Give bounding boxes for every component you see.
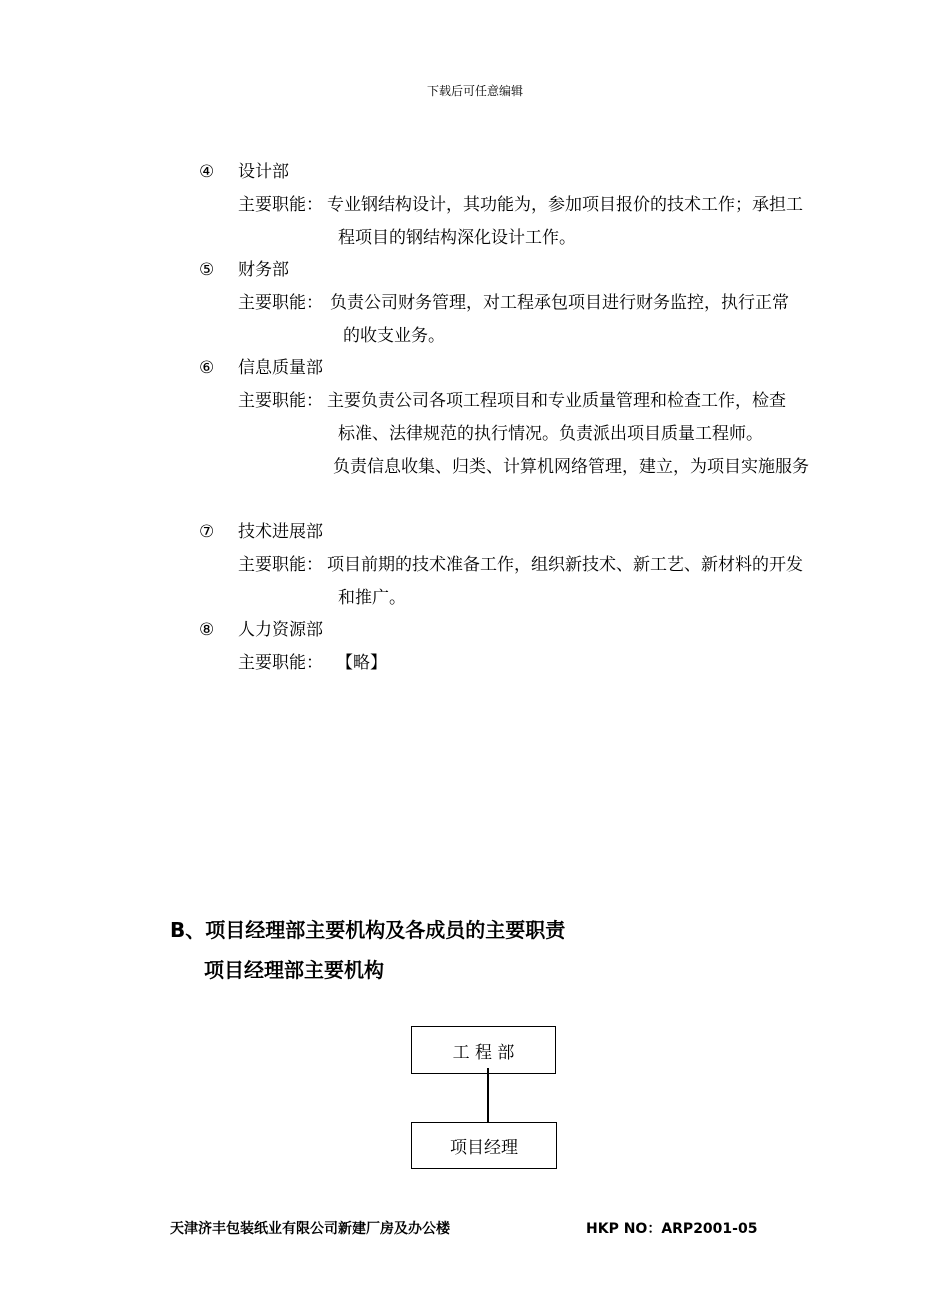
duty-label: 主要职能： — [238, 293, 323, 313]
duty-text-line: 和推广。 — [338, 588, 406, 608]
duty-text-line: 专业钢结构设计，其功能为，参加项目报价的技术工作；承担工 — [327, 195, 803, 215]
part-b-heading: B、项目经理部主要机构及各成员的主要职责 — [170, 918, 566, 942]
duty-text-line: 标准、法律规范的执行情况。负责派出项目质量工程师。 — [338, 424, 763, 444]
duty-label: 主要职能： — [238, 391, 323, 411]
duty-text-line: 的收支业务。 — [343, 326, 445, 346]
org-box-engineering-dept — [411, 1026, 556, 1074]
duty-text-line: 项目前期的技术准备工作，组织新技术、新工艺、新材料的开发 — [327, 555, 803, 575]
org-box-project-manager — [411, 1122, 557, 1169]
section-title: 技术进展部 — [238, 522, 323, 542]
section-title: 设计部 — [238, 162, 289, 182]
section-number: ⑥ — [199, 358, 215, 378]
footer-doc-number: HKP NO：ARP2001-05 — [586, 1221, 758, 1237]
org-connector-line — [487, 1068, 489, 1124]
page-header: 下载后可任意编辑 — [426, 84, 523, 98]
part-b-subheading: 项目经理部主要机构 — [204, 958, 384, 982]
duty-label: 主要职能： — [238, 195, 323, 215]
section-title: 信息质量部 — [238, 358, 323, 378]
section-number: ⑦ — [199, 522, 215, 542]
duty-text-line: 【略】 — [336, 653, 387, 673]
duty-text-line: 负责信息收集、归类、计算机网络管理，建立，为项目实施服务 — [333, 457, 809, 477]
duty-label: 主要职能： — [238, 555, 323, 575]
duty-text-line: 程项目的钢结构深化设计工作。 — [338, 228, 576, 248]
duty-text-line: 负责公司财务管理，对工程承包项目进行财务监控，执行正常 — [330, 293, 789, 313]
section-number: ⑧ — [199, 620, 215, 640]
footer-company: 天津济丰包装纸业有限公司新建厂房及办公楼 — [170, 1221, 450, 1237]
section-title: 财务部 — [238, 260, 289, 280]
duty-text-line: 主要负责公司各项工程项目和专业质量管理和检查工作，检查 — [327, 391, 786, 411]
section-number: ⑤ — [199, 260, 215, 280]
duty-label: 主要职能： — [238, 653, 323, 673]
org-box-label: 项目经理 — [450, 1138, 518, 1158]
section-number: ④ — [199, 162, 215, 182]
org-box-label: 工 程 部 — [452, 1042, 515, 1063]
section-title: 人力资源部 — [238, 620, 323, 640]
